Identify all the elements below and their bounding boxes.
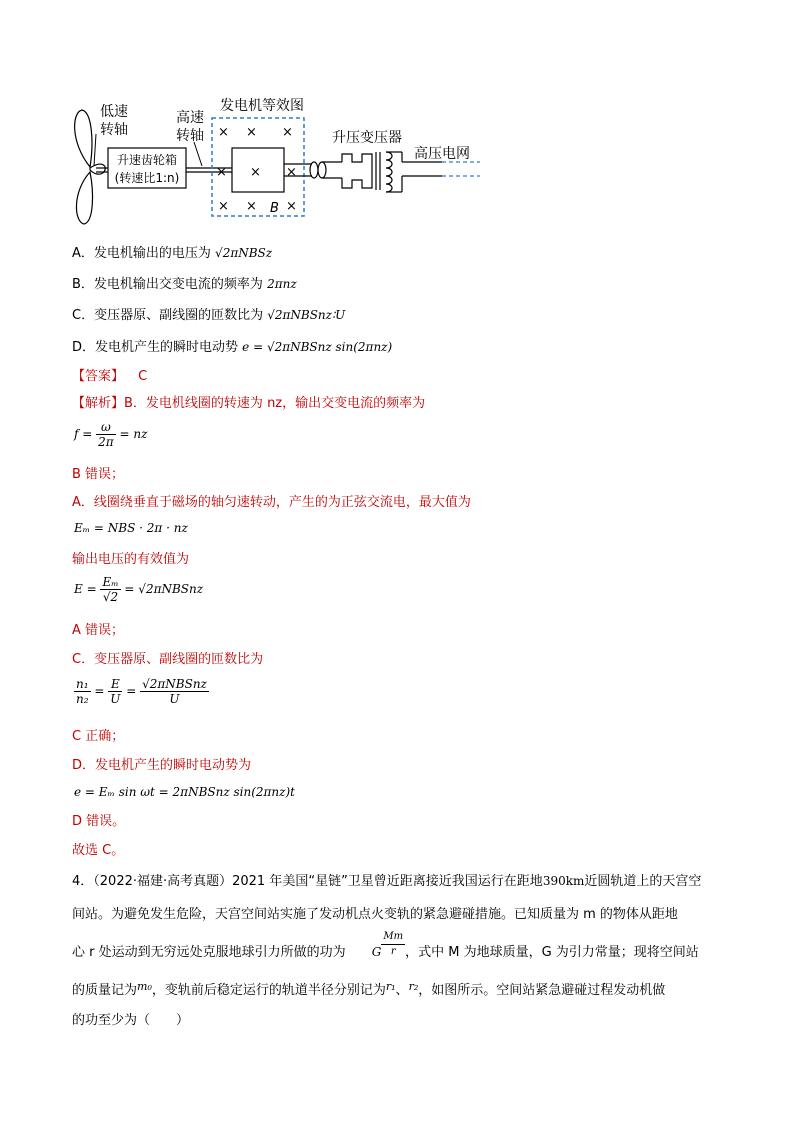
answer-label: 【答案】 xyxy=(72,369,125,384)
generator-diagram xyxy=(60,92,500,232)
svg-text:×: × xyxy=(218,199,229,214)
analysis-a-intro: A．线圈绕垂直于磁场的轴匀速转动，产生的为正弦交流电，最大值为 xyxy=(72,495,471,510)
svg-text:×: × xyxy=(286,199,297,214)
slip-ring-1 xyxy=(310,162,318,178)
low-speed-shaft-label-2: 转轴 xyxy=(100,122,128,138)
analysis-c-intro: C．变压器原、副线圈的匝数比为 xyxy=(72,652,264,667)
answer-value: C xyxy=(138,369,148,384)
analysis-b-wrong: B 错误； xyxy=(72,467,125,482)
option-b-formula: 2πnz xyxy=(267,277,297,291)
grid-label: 高压电网 xyxy=(414,146,470,162)
svg-text:×: × xyxy=(282,125,293,140)
svg-text:×: × xyxy=(246,125,257,140)
magnetic-field-label: B xyxy=(270,201,279,216)
eq-effective: E = $\frac{\text{Eₘ}}{√2}$ = √2πNBSnz xyxy=(74,575,204,604)
transformer-secondary xyxy=(386,152,392,192)
high-speed-shaft-label-1: 高速 xyxy=(176,110,204,126)
eq-turn-ratio: $\frac{\text{n₁}}{\text{n₂}}$ = $\frac{E}{U}$ = $\frac{\text{√2πNBSnz}}{U}$ xyxy=(76,677,207,706)
high-speed-shaft-label-2: 转轴 xyxy=(176,128,204,144)
turbine-blade-lower xyxy=(76,172,92,224)
turbine-blade-upper xyxy=(75,110,92,167)
analysis-label: 【解析】 xyxy=(72,396,125,411)
question4-line4: 的质量记为$^{m_0}$，变轨前后稳定运行的轨道半径分别记为$^{r_1}$、$^{r_2}$，如图所示。空间站紧急避碰过程发动机做 xyxy=(72,980,666,998)
analysis-a-wrong: A 错误； xyxy=(72,623,125,638)
eq-frequency: f = $\frac{\omega}{2\pi}$ = nz xyxy=(74,420,148,449)
low-speed-shaft-label-1: 低速 xyxy=(100,104,128,120)
slip-ring-2 xyxy=(318,162,326,178)
eq-emax: Eₘ = NBS · 2π · nz xyxy=(74,521,188,535)
gearbox-label-1: 升速齿轮箱 xyxy=(116,153,178,167)
turbine-blade-side xyxy=(90,164,105,174)
analysis-conclusion: 故选 C。 xyxy=(72,843,125,858)
analysis-d-wrong: D 错误。 xyxy=(72,814,126,829)
option-d-formula: e = √2πNBSnz sin(2πnz) xyxy=(242,340,393,354)
option-b[interactable]: B．发电机输出交变电流的频率为 2πnz xyxy=(72,277,297,292)
transformer-primary xyxy=(342,154,372,188)
generator-title: 发电机等效图 xyxy=(220,98,304,114)
gearbox-label-2: (转速比1:n) xyxy=(114,171,180,185)
option-a[interactable]: A．发电机输出的电压为 √2πNBSz xyxy=(72,246,273,261)
answer-line xyxy=(72,368,147,386)
analysis-a-eff: 输出电压的有效值为 xyxy=(72,552,190,567)
option-d[interactable]: D．发电机产生的瞬时电动势 e = √2πNBSnz sin(2πnz) xyxy=(72,340,393,355)
svg-text:×: × xyxy=(246,199,257,214)
analysis-c-right: C 正确； xyxy=(72,729,125,744)
question4-line1: 4．（2022·福建·高考真题）2021 年美国“星链”卫星曾近距离接近我国运行在距地390km近圆轨道上的天宫空 xyxy=(72,874,702,889)
option-c-formula: √2πNBSnz∶U xyxy=(267,308,346,322)
option-c[interactable]: C．变压器原、副线圈的匝数比为 √2πNBSnz∶U xyxy=(72,308,346,323)
svg-text:×: × xyxy=(216,165,227,180)
question4-line5: 的功至少为（ ） xyxy=(72,1013,190,1028)
analysis-d-intro: D．发电机产生的瞬时电动势为 xyxy=(72,758,252,773)
svg-text:×: × xyxy=(286,165,297,180)
analysis-b-intro: 【解析】B．发电机线圈的转速为 nz，输出交变电流的频率为 xyxy=(72,396,426,411)
option-a-formula: √2πNBSz xyxy=(215,246,273,260)
eq-instant-emf: e = Eₘ sin ωt = 2πNBSnz sin(2πnz)t xyxy=(74,785,295,799)
svg-text:×: × xyxy=(218,125,229,140)
question4-line2: 间站。为避免发生危险，天宫空间站实施了发动机点火变轨的紧急避碰措施。已知质量为 m 的物体从距地 xyxy=(72,907,678,922)
svg-text:×: × xyxy=(250,165,261,180)
question4-line3: 心 r 处运动到无穷远处克服地球引力所做的功为 G $\frac{Mm}{r}$ ，式中 M 为地球质量，G 为引力常量；现将空间站 xyxy=(72,931,699,960)
transformer-title: 升压变压器 xyxy=(332,130,402,146)
